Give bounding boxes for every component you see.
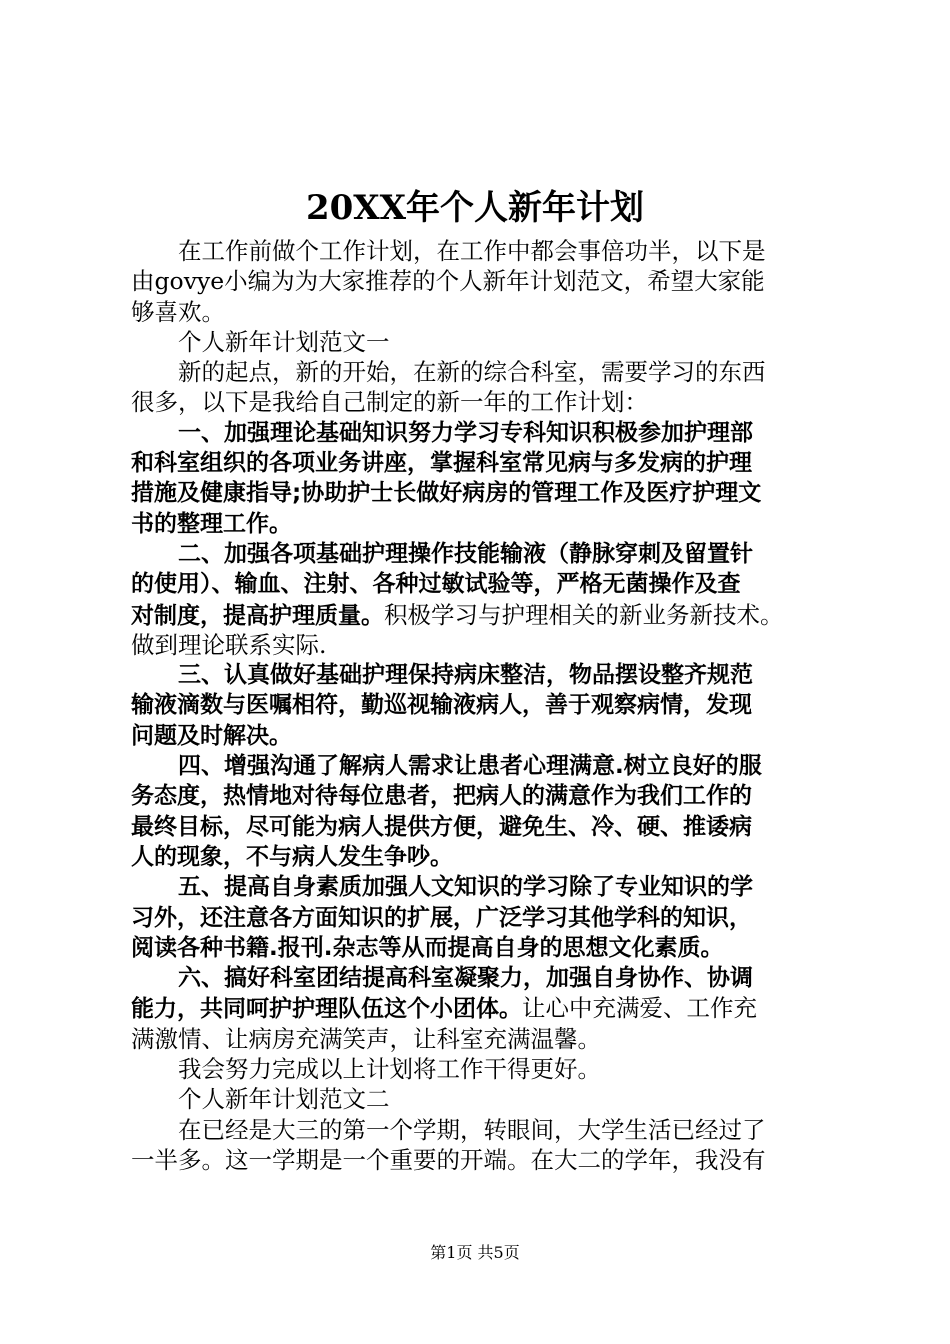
text-segment: 对制度，提高护理质量。 [131, 602, 384, 629]
paragraph-line: 新的起点，新的开始，在新的综合科室，需要学习的东西 [178, 358, 766, 387]
paragraph-line: 六、搞好科室团结提高科室凝聚力，加强自身协作、协调 [178, 965, 753, 992]
paragraph-line: 书的整理工作。 [131, 510, 292, 537]
document-body [131, 236, 831, 1175]
paragraph-line: 习外，还注意各方面知识的扩展，广泛学习其他学科的知识， [131, 904, 752, 931]
paragraph-line: 阅读各种书籍.报刊.杂志等从而提高自身的思想文化素质。 [131, 934, 724, 961]
paragraph-line: 输液滴数与医嘱相符，勤巡视输液病人，善于观察病情，发现 [131, 692, 752, 719]
paragraph-line: 做到理论联系实际. [131, 630, 327, 659]
section-heading: 个人新年计划范文二 [178, 1085, 390, 1114]
paragraph-line: 满激情、让病房充满笑声，让科室充满温馨。 [131, 1024, 601, 1053]
paragraph-line: 在已经是大三的第一个学期，转眼间，大学生活已经过了 [178, 1115, 766, 1144]
text-segment: 积极学习与护理相关的新业务新技术。 [384, 600, 784, 629]
paragraph-line: 务态度，热情地对待每位患者，把病人的满意作为我们工作的 [131, 783, 752, 810]
paragraph-line: 最终目标，尽可能为病人提供方便，避免生、冷、硬、推诿病 [131, 813, 752, 840]
paragraph-line: 四、增强沟通了解病人需求让患者心理满意.树立良好的服 [178, 753, 762, 780]
paragraph-line: 人的现象，不与病人发生争吵。 [131, 843, 453, 870]
text-segment: 让心中充满爱、工作充 [522, 994, 757, 1023]
paragraph-line: 五、提高自身素质加强人文知识的学习除了专业知识的学 [178, 874, 753, 901]
paragraph-line: 问题及时解决。 [131, 722, 292, 749]
paragraph-line: 二、加强各项基础护理操作技能输液（静脉穿刺及留置针 [178, 540, 753, 567]
paragraph-line [131, 993, 831, 1023]
paragraph-line: 很多，以下是我给自己制定的新一年的工作计划： [131, 388, 648, 417]
paragraph-line [131, 600, 831, 630]
text-segment: 能力，共同呵护护理队伍这个小团体。 [131, 996, 522, 1023]
page-title: 20XX年个人新年计划 [305, 188, 645, 228]
section-heading: 个人新年计划范文一 [178, 327, 390, 356]
paragraph-line: 三、认真做好基础护理保持病床整洁，物品摆设整齐规范 [178, 662, 753, 689]
paragraph-line: 我会努力完成以上计划将工作干得更好。 [178, 1055, 601, 1084]
page-footer: 第1页 共5页 [430, 1243, 520, 1262]
paragraph-line: 由govye小编为为大家推荐的个人新年计划范文，希望大家能 [131, 267, 765, 296]
paragraph-line: 在工作前做个工作计划，在工作中都会事倍功半，以下是 [178, 237, 766, 265]
paragraph-line: 措施及健康指导;协助护士长做好病房的管理工作及医疗护理文 [131, 480, 762, 507]
paragraph-line: 一半多。这一学期是一个重要的开端。在大二的学年，我没有 [131, 1145, 766, 1174]
paragraph-line: 够喜欢。 [131, 297, 225, 326]
paragraph-line: 的使用）、输血、注射、各种过敏试验等，严格无菌操作及查 [131, 571, 741, 598]
paragraph-line: 一、加强理论基础知识努力学习专科知识积极参加护理部 [178, 419, 753, 446]
paragraph-line: 和科室组织的各项业务讲座，掌握科室常见病与多发病的护理 [131, 450, 752, 477]
